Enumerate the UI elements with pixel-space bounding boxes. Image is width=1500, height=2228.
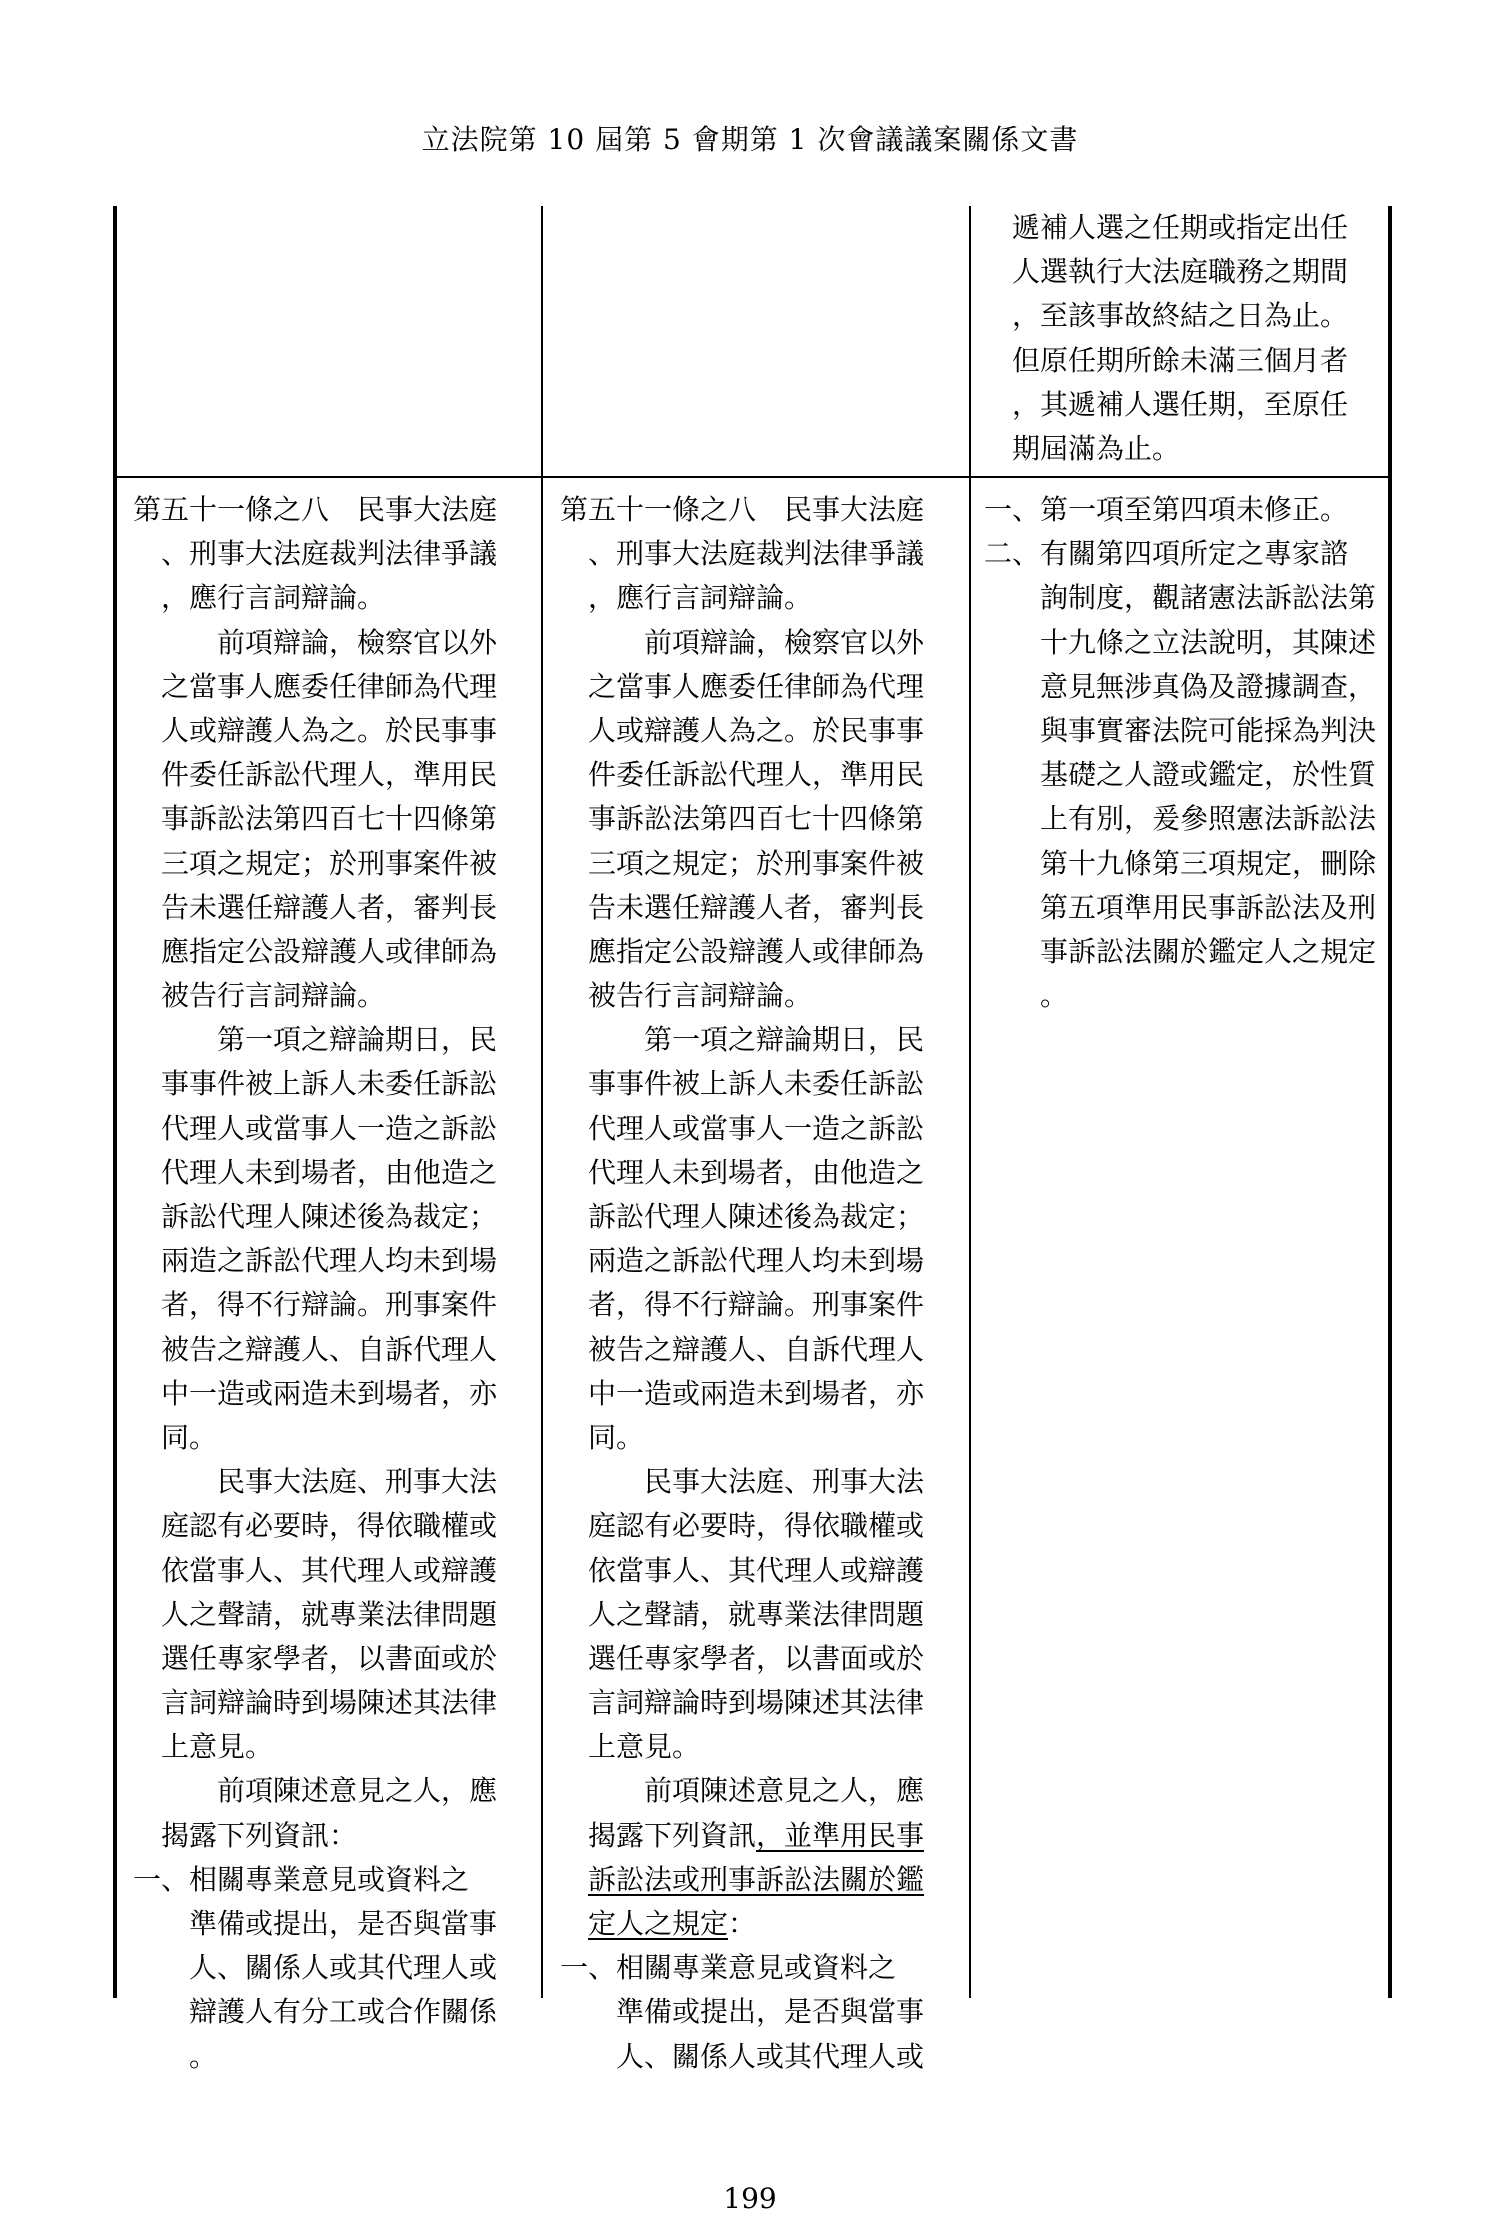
text-line (560, 1549, 960, 1593)
line-text: 但原任期所餘未滿三個月者 (1012, 343, 1349, 377)
text-line (560, 753, 960, 797)
text-line (984, 576, 1384, 620)
line-text: 前項辯論，檢察官以外 (644, 625, 925, 659)
text-line (984, 206, 1384, 250)
text-line (560, 1504, 960, 1548)
text-line (133, 1681, 533, 1725)
text-line (560, 1151, 960, 1195)
line-text: 辯護人有分工或合作關係 (189, 1995, 498, 2029)
text-line (560, 2035, 960, 2079)
line-text: 十九條之立法說明，其陳述 (1040, 625, 1377, 659)
text-line (560, 842, 960, 886)
line-text: 事事件被上訴人未委任訴訟 (161, 1067, 498, 1101)
line-text: 人或辯護人為之。於民事事 (161, 713, 498, 747)
line-text: 事訴訟法關於鑑定人之規定 (1040, 934, 1377, 968)
amended-underlined-text: ，並準用民事 (756, 1818, 925, 1852)
line-text: 第五十一條之八 民事大法庭 (560, 493, 925, 526)
line-text: 代理人或當事人一造之訴訟 (161, 1111, 498, 1145)
text-line (133, 1946, 533, 1990)
text-line (133, 753, 533, 797)
text-line (133, 665, 533, 709)
text-line (560, 1107, 960, 1151)
line-text: 同。 (588, 1420, 645, 1454)
text-line (133, 1151, 533, 1195)
line-text: 第五十一條之八 民事大法庭 (133, 493, 498, 526)
text-line (560, 1372, 960, 1416)
text-line (984, 294, 1384, 338)
line-text: 兩造之訴訟代理人均未到場 (161, 1244, 498, 1278)
column-divider-1 (541, 206, 543, 1998)
line-text: 上意見。 (161, 1730, 274, 1764)
text-line (133, 1902, 533, 1946)
text-line (984, 383, 1384, 427)
text-line (560, 621, 960, 665)
text-line (560, 886, 960, 930)
line-text: 前項陳述意見之人，應 (644, 1774, 925, 1808)
text-line (133, 1328, 533, 1372)
line-text: 選任專家學者，以書面或於 (588, 1641, 925, 1675)
line-text: ，應行言詞辯論。 (161, 581, 386, 615)
line-text: 事訴訟法第四百七十四條第 (588, 802, 925, 836)
line-text: 應指定公設辯護人或律師為 (588, 934, 925, 968)
line-text: 、刑事大法庭裁判法律爭議 (588, 537, 925, 571)
row2-amended-text-cell (133, 488, 533, 2079)
line-text: 之當事人應委任律師為代理 (161, 669, 498, 703)
line-text: 上意見。 (588, 1730, 701, 1764)
text-line (560, 1946, 960, 1990)
line-text: 三項之規定；於刑事案件被 (161, 846, 498, 880)
line-text: 一、相關專業意見或資料之 (133, 1862, 470, 1896)
line-text: 代理人或當事人一造之訴訟 (588, 1111, 925, 1145)
text-line (560, 1062, 960, 1106)
text-line (984, 886, 1384, 930)
text-line (984, 427, 1384, 471)
line-text: 第一項之辯論期日，民 (217, 1023, 498, 1057)
line-text: 人之聲請，就專業法律問題 (588, 1597, 925, 1631)
text-line (560, 1593, 960, 1637)
text-line (133, 1593, 533, 1637)
text-line (133, 621, 533, 665)
text-line (560, 1769, 960, 1813)
text-line (984, 621, 1384, 665)
line-text: 與事實審法院可能採為判決 (1040, 713, 1377, 747)
text-line (984, 339, 1384, 383)
text-line (560, 1637, 960, 1681)
line-text: 揭露下列資訊 (588, 1818, 757, 1852)
text-line (133, 1416, 533, 1460)
line-text: 中一造或兩造未到場者，亦 (588, 1376, 925, 1410)
line-text: 代理人未到場者，由他造之 (588, 1155, 925, 1189)
table-border-right (1388, 206, 1392, 1998)
line-text: 、刑事大法庭裁判法律爭議 (161, 537, 498, 571)
amended-underlined-text: 定人之規定 (588, 1907, 729, 1940)
line-text: 準備或提出，是否與當事 (189, 1907, 498, 1940)
line-text: 三項之規定；於刑事案件被 (588, 846, 925, 880)
amended-underlined-text: 訴訟法或刑事訴訟法關於鑑 (588, 1862, 925, 1896)
line-text: 人或辯護人為之。於民事事 (588, 713, 925, 747)
line-text: 遞補人選之任期或指定出任 (1012, 211, 1349, 244)
line-text: 前項陳述意見之人，應 (217, 1774, 498, 1808)
text-line (133, 709, 533, 753)
text-line (560, 532, 960, 576)
line-text: 庭認有必要時，得依職權或 (588, 1509, 925, 1543)
line-text: 二、有關第四項所定之專家諮 (984, 537, 1349, 571)
text-line (133, 1460, 533, 1504)
text-line (560, 1858, 960, 1902)
row1-explanation-cell (984, 206, 1384, 471)
text-line (560, 665, 960, 709)
line-text: 被告之辯護人、自訴代理人 (161, 1332, 498, 1366)
text-line (560, 1460, 960, 1504)
text-line (133, 1814, 533, 1858)
text-line (133, 930, 533, 974)
text-line (133, 886, 533, 930)
text-line (560, 930, 960, 974)
line-text: 人選執行大法庭職務之期間 (1012, 255, 1349, 289)
line-text: 第十九條第三項規定，刪除 (1040, 846, 1377, 880)
row2-explanation-cell (984, 488, 1384, 1018)
line-text: 者，得不行辯論。刑事案件 (588, 1288, 925, 1322)
text-line (560, 1195, 960, 1239)
text-line (560, 576, 960, 620)
text-line (133, 1239, 533, 1283)
line-text: 庭認有必要時，得依職權或 (161, 1509, 498, 1543)
line-text: 依當事人、其代理人或辯護 (161, 1553, 498, 1587)
row-divider (115, 476, 1391, 478)
text-line (560, 1681, 960, 1725)
table-border-left (113, 206, 117, 1998)
line-text: 件委任訴訟代理人，準用民 (588, 758, 925, 792)
line-text: ，應行言詞辯論。 (588, 581, 813, 615)
text-line (133, 1062, 533, 1106)
line-text: 人、關係人或其代理人或 (189, 1951, 498, 1985)
line-text: 告未選任辯護人者，審判長 (161, 890, 498, 924)
text-line (133, 488, 533, 532)
text-line (984, 665, 1384, 709)
text-line (984, 532, 1384, 576)
text-line (984, 250, 1384, 294)
line-text: 者，得不行辯論。刑事案件 (161, 1288, 498, 1322)
text-line (984, 797, 1384, 841)
text-line (133, 1858, 533, 1902)
line-text: 期屆滿為止。 (1012, 431, 1181, 465)
line-text: 一、相關專業意見或資料之 (560, 1951, 897, 1985)
text-line (984, 488, 1384, 532)
line-text: 揭露下列資訊： (161, 1818, 358, 1852)
text-line (560, 1018, 960, 1062)
text-line (133, 974, 533, 1018)
line-text: 人之聲請，就專業法律問題 (161, 1597, 498, 1631)
line-text: 件委任訴訟代理人，準用民 (161, 758, 498, 792)
text-line (133, 1504, 533, 1548)
text-line (560, 1902, 960, 1946)
line-text: 應指定公設辯護人或律師為 (161, 934, 498, 968)
line-text: 訴訟代理人陳述後為裁定； (588, 1200, 925, 1233)
text-line (984, 974, 1384, 1018)
text-line (133, 842, 533, 886)
text-line (560, 1416, 960, 1460)
page-number: 199 (723, 2182, 777, 2215)
text-line (560, 1990, 960, 2034)
text-line (560, 1814, 960, 1858)
column-divider-2 (969, 206, 971, 1998)
line-text: 依當事人、其代理人或辯護 (588, 1553, 925, 1587)
line-text: 第五項準用民事訴訟法及刑 (1040, 890, 1377, 924)
text-line (133, 797, 533, 841)
text-line (133, 1018, 533, 1062)
text-line (133, 1637, 533, 1681)
text-line (133, 1283, 533, 1327)
line-text: 兩造之訴訟代理人均未到場 (588, 1244, 925, 1278)
line-text: 一、第一項至第四項未修正。 (984, 493, 1349, 526)
line-text: 人、關係人或其代理人或 (616, 2039, 925, 2073)
line-text: 告未選任辯護人者，審判長 (588, 890, 925, 924)
text-line (133, 1372, 533, 1416)
line-text: 中一造或兩造未到場者，亦 (161, 1376, 498, 1410)
line-text: 前項辯論，檢察官以外 (217, 625, 498, 659)
line-text: 事訴訟法第四百七十四條第 (161, 802, 498, 836)
text-line (133, 2035, 533, 2079)
line-text: 被告之辯護人、自訴代理人 (588, 1332, 925, 1366)
line-text: 。 (189, 2039, 218, 2073)
line-text: ： (728, 1907, 757, 1940)
line-text: 言詞辯論時到場陳述其法律 (588, 1686, 925, 1720)
text-line (133, 1769, 533, 1813)
line-text: 事事件被上訴人未委任訴訟 (588, 1067, 925, 1101)
row2-current-text-cell (560, 488, 960, 2079)
text-line (560, 1328, 960, 1372)
text-line (133, 1990, 533, 2034)
text-line (133, 1195, 533, 1239)
text-line (560, 488, 960, 532)
text-line (560, 1283, 960, 1327)
document-header: 立法院第 10 屆第 5 會期第 1 次會議議案關係文書 (421, 123, 1079, 156)
text-line (560, 1239, 960, 1283)
line-text: 民事大法庭、刑事大法 (644, 1465, 925, 1499)
line-text: 民事大法庭、刑事大法 (217, 1465, 498, 1499)
text-line (984, 930, 1384, 974)
text-line (984, 709, 1384, 753)
line-text: 。 (1040, 979, 1069, 1013)
text-line (133, 1549, 533, 1593)
line-text: 詢制度，觀諸憲法訴訟法第 (1040, 581, 1377, 615)
text-line (560, 709, 960, 753)
text-line (560, 797, 960, 841)
text-line (560, 974, 960, 1018)
line-text: 訴訟代理人陳述後為裁定； (161, 1200, 498, 1233)
line-text: 選任專家學者，以書面或於 (161, 1641, 498, 1675)
line-text: 第一項之辯論期日，民 (644, 1023, 925, 1057)
text-line (984, 842, 1384, 886)
line-text: 意見無涉真偽及證據調查， (1040, 669, 1377, 703)
text-line (133, 576, 533, 620)
text-line (133, 532, 533, 576)
line-text: 上有別，爰參照憲法訴訟法 (1040, 802, 1377, 836)
text-line (133, 1107, 533, 1151)
line-text: ，至該事故終結之日為止。 (1012, 299, 1349, 333)
line-text: 之當事人應委任律師為代理 (588, 669, 925, 703)
line-text: 準備或提出，是否與當事 (616, 1995, 925, 2029)
line-text: 被告行言詞辯論。 (588, 979, 813, 1013)
text-line (984, 753, 1384, 797)
line-text: 代理人未到場者，由他造之 (161, 1155, 498, 1189)
line-text: 被告行言詞辯論。 (161, 979, 386, 1013)
line-text: 同。 (161, 1420, 218, 1454)
text-line (560, 1725, 960, 1769)
line-text: 言詞辯論時到場陳述其法律 (161, 1686, 498, 1720)
line-text: 基礎之人證或鑑定，於性質 (1040, 758, 1377, 792)
line-text: ，其遞補人選任期，至原任 (1012, 387, 1349, 421)
text-line (133, 1725, 533, 1769)
